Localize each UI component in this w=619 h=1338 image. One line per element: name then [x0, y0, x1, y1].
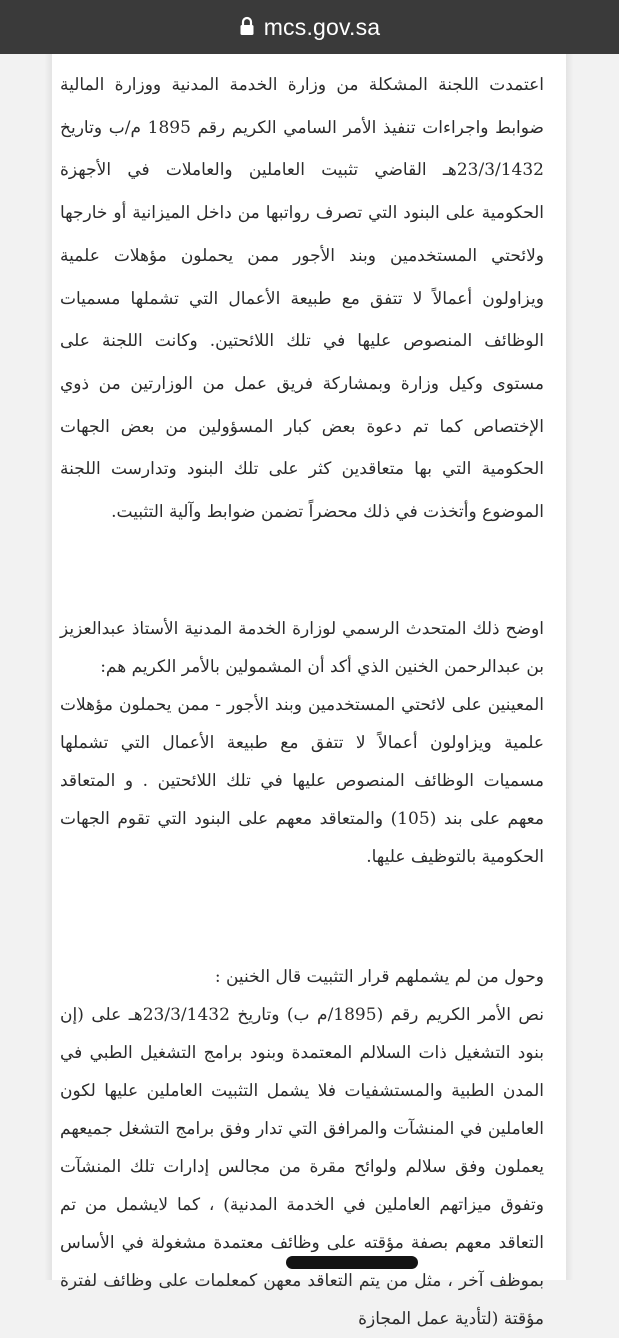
page-shadow-right	[566, 54, 574, 1280]
lock-icon	[239, 16, 255, 36]
paragraph-3-intro: وحول من لم يشملهم قرار التثبيت قال الخنين :	[214, 966, 544, 987]
paragraph-2-intro: اوضح ذلك المتحدث الرسمي لوزارة الخدمة المدنية الأستاذ عبدالعزيز بن عبدالرحمن الخنين الذي أكد أن المشمولين بالأمر الكريم هم:	[60, 618, 544, 677]
paragraph-3-body: نص الأمر الكريم رقم (1895/م ب) وتاريخ 23/3/1432هـ على (إن بنود التشغيل ذات السلالم المعتمدة وبنود برامج التشغيل الطبي في المدن الطبية والمستشفيات فلا يشمل التثبيت العاملين عليها لكون العاملين في المنشآت والمرافق التي تدار وفق برامج التشغل جميعهم يعملون وفق سلالم ولوائح مقرة من مجالس إدارات تلك المنشآت وتفوق ميزاتهم العاملين في الخدمة المدنية) ، كما لايشمل من تم التعاقد معهم بصفة مؤقته على وظائف معتمدة مشغولة في الأساس بموظف آخر ، مثل من يتم التعاقد معهن كمعلمات على وظائف لفترة مؤقتة (لتأدية عمل المجازة	[60, 1004, 544, 1329]
page-shadow-left	[44, 54, 52, 1280]
article-body	[60, 64, 544, 1338]
article-paragraph-2	[60, 610, 544, 876]
redaction-mark	[286, 1256, 418, 1269]
browser-url-bar[interactable]	[0, 0, 619, 54]
article-paragraph-1: اعتمدت اللجنة المشكلة من وزارة الخدمة المدنية ووزارة المالية ضوابط واجراءات تنفيذ الأمر السامي الكريم رقم 1895 م/ب وتاريخ 23/3/1432هـ القاضي تثبيت العاملين والعاملات في الأجهزة الحكومية على البنود التي تصرف رواتبها من داخل الميزانية أو خارجها ولائحتي المستخدمين وبند الأجور ممن يحملون مؤهلات علمية ويزاولون أعمالاً لا تتفق مع طبيعة الأعمال التي تشملها مسميات الوظائف المنصوص عليها في تلك اللائحتين. وكانت اللجنة على مستوى وكيل وزارة وبمشاركة فريق عمل من الوزارتين من ذوي الإختصاص كما تم دعوة بعض كبار المسؤولين من بعض الجهات الحكومية التي بها متعاقدين كثر على تلك البنود وتدارست اللجنة الموضوع وأتخذت في ذلك محضراً تضمن ضوابط وآلية التثبيت.	[60, 75, 544, 523]
article-paragraph-3	[60, 958, 544, 1338]
paragraph-2-body: المعينين على لائحتي المستخدمين وبند الأجور - ممن يحملون مؤهلات علمية ويزاولون أعمالاً لا تتفق مع طبيعة الأعمال التي تشملها مسميات الوظائف المنصوص عليها في تلك اللائحتين . و المتعاقد معهم على بند (105) والمتعاقد معهم على البنود التي تقوم الجهات الحكومية بالتوظيف عليها.	[60, 694, 544, 867]
url-text[interactable]: mcs.gov.sa	[263, 13, 381, 40]
